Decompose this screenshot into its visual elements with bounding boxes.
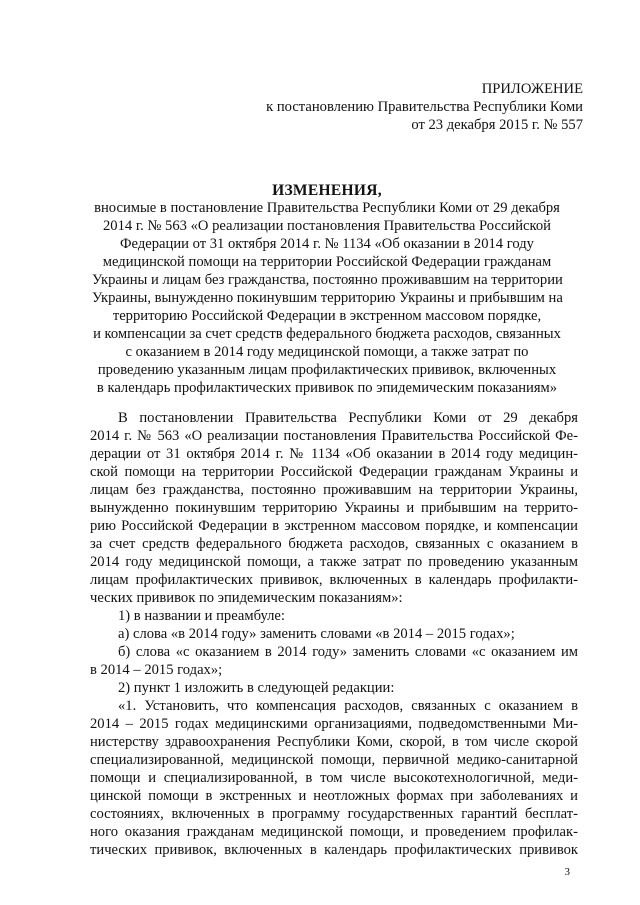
annex-decree-date: от 23 декабря 2015 г. № 557 [411, 117, 583, 133]
subtitle-line: и компенсации за счет средств федерального бюджета расходов, связанных [93, 326, 561, 342]
subtitle-line: Украины и лицам без гражданства, постоянно проживавшим на территории [92, 272, 563, 288]
quote-line: состояниях, включенных в программу государственных гарантий бесплат- [90, 806, 578, 822]
subtitle-line: вносимые в постановление Правительства Республики Коми от 29 декабря [94, 200, 560, 216]
document-title: ИЗМЕНЕНИЯ, [272, 182, 382, 199]
subtitle-line: в календарь профилактических прививок по эпидемическим показаниям» [96, 380, 558, 396]
quote-line: помощи и специализированной, в том числе высокотехнологичной, меди- [90, 770, 578, 786]
body-line: рию Российской Федерации в экстренном массовом порядке, и компенсации [90, 518, 578, 534]
list-item: 1) в названии и преамбуле: [118, 608, 285, 624]
body-line: дерации от 31 октября 2014 г. № 1134 «Об оказании в 2014 году медицин- [90, 446, 578, 462]
page-number: 3 [564, 866, 570, 878]
quote-line: цинской помощи в экстренных и неотложных формах при заболеваниях и [90, 788, 578, 804]
body-line: лицам профилактических прививок, включенных в календарь профилакти- [90, 572, 578, 588]
body-line: 2014 году медицинской помощи, а также затрат по проведению указанным [90, 554, 578, 570]
list-item: б) слова «с оказанием в 2014 году» заменить словами «с оказанием им [118, 644, 578, 660]
list-item: а) слова «в 2014 году» заменить словами «в 2014 – 2015 годах»; [118, 626, 515, 642]
quote-line: нистерству здравоохранения Республики Коми, скорой, в том числе скорой [90, 734, 578, 750]
quote-line: специализированной, медицинской помощи, первичной медико-санитарной [90, 752, 578, 768]
subtitle-line: Федерации от 31 октября 2014 г. № 1134 «Об оказании в 2014 году [120, 236, 534, 252]
list-item: 2) пункт 1 изложить в следующей редакции: [118, 680, 395, 696]
body-line: в 2014 – 2015 годах»; [90, 662, 223, 678]
annex-decree-ref: к постановлению Правительства Республики Коми [266, 99, 583, 115]
body-line: ской помощи на территории Российской Федерации гражданам Украины и [90, 464, 578, 480]
body-line: 2014 г. № 563 «О реализации постановления Правительства Российской Фе- [90, 428, 578, 444]
subtitle-line: с оказанием в 2014 году медицинской помощи, а также затрат по [125, 344, 529, 360]
subtitle-line: Украины, вынужденно покинувшим территорию Украины и прибывшим на [92, 290, 563, 306]
quote-line: тических прививок, включенных в календарь профилактических прививок [90, 842, 578, 858]
subtitle-line: проведению указанным лицам профилактических прививок, включенных [97, 362, 557, 378]
quote-line: 2014 – 2015 годах медицинскими организациями, подведомственными Ми- [90, 716, 578, 732]
body-line: В постановлении Правительства Республики Коми от 29 декабря [118, 410, 578, 426]
quote-line: ного оказания гражданам медицинской помощи, и проведением профилак- [90, 824, 578, 840]
quote-line: «1. Установить, что компенсация расходов, связанных с оказанием в [118, 698, 578, 714]
body-line: ческих прививок по эпидемическим показаниям»: [90, 590, 403, 606]
body-line: за счет средств федерального бюджета расходов, связанных с оказанием в [90, 536, 578, 552]
body-line: лицам без гражданства, постоянно проживавшим на территории Украины, [90, 482, 578, 498]
annex-label: ПРИЛОЖЕНИЕ [481, 81, 583, 97]
subtitle-line: территорию Российской Федерации в экстренном массовом порядке, [112, 308, 542, 324]
body-line: вынужденно покинувшим территорию Украины и прибывшим на террито- [90, 500, 578, 516]
subtitle-line: 2014 г. № 563 «О реализации постановления Правительства Российской [103, 218, 551, 234]
subtitle-line: медицинской помощи на территории Российской Федерации гражданам [102, 254, 552, 270]
